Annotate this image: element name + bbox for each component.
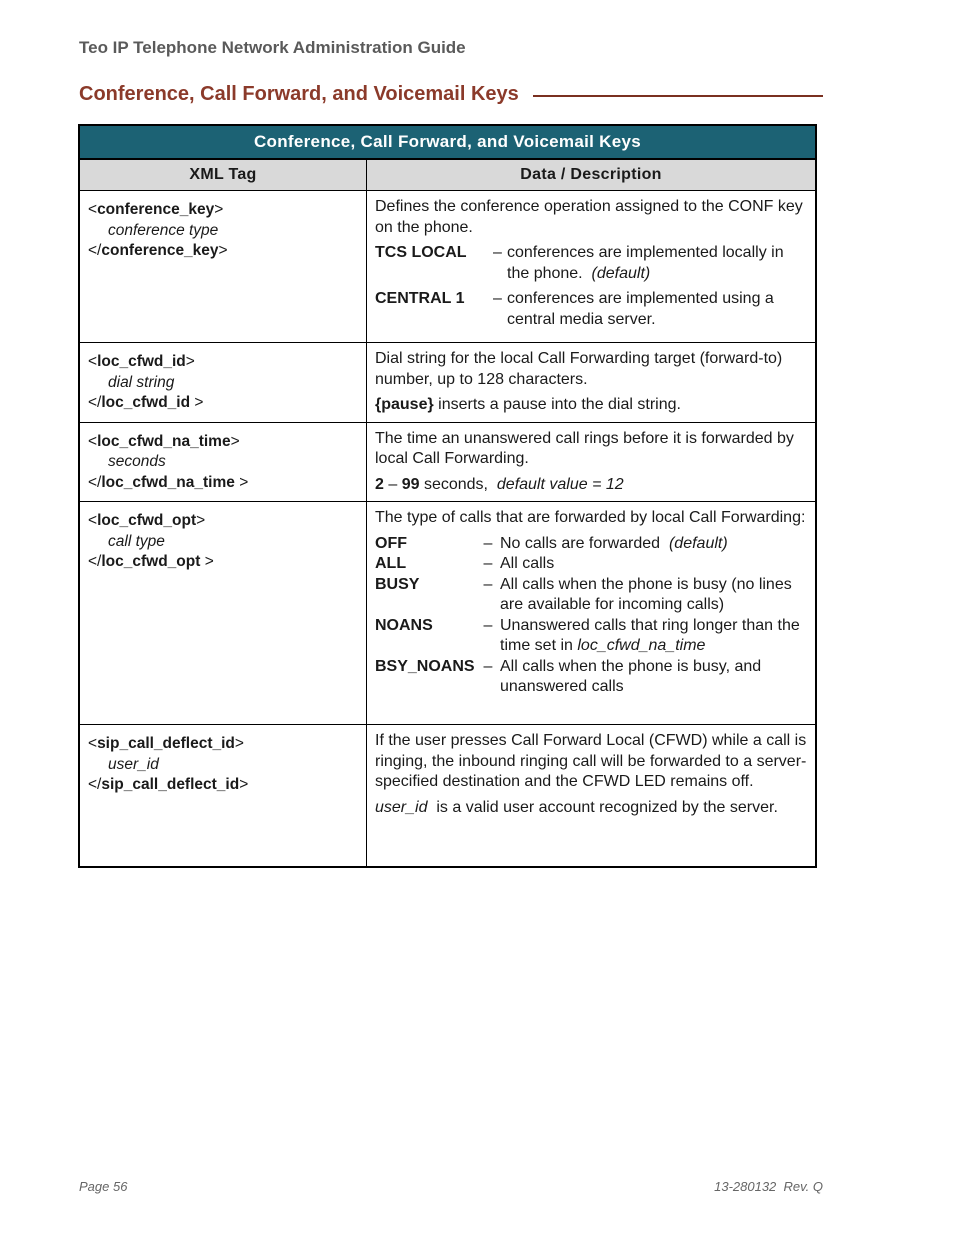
option-note: (default) (591, 264, 651, 282)
description-text: The time an unanswered call rings before it is forwarded by local Call Forwarding. (375, 429, 794, 467)
option-desc: All calls when the phone is busy (no lines are available for incoming calls) (500, 575, 792, 613)
range-max: 99 (401, 475, 420, 493)
option-desc: All calls when the phone is busy, and unanswered calls (500, 657, 762, 695)
description-cell (367, 502, 817, 725)
pause-token: {pause} (375, 396, 434, 413)
description-text: If the user presses Call Forward Local (CFWD) while a call is ringing, the inbound ringing call will be forwarded to a server-specified destination and the CFWD LED remains off. (375, 732, 807, 790)
tag-bracket: > (234, 473, 249, 491)
tag-value: seconds (108, 453, 166, 470)
tag-close (88, 393, 358, 414)
tag-bracket: > (214, 201, 224, 218)
tag-bracket: > (190, 394, 204, 411)
option-dash: – (483, 555, 493, 572)
option-row (375, 575, 807, 616)
option-key: NOANS (375, 616, 433, 634)
tag-value: conference type (108, 221, 219, 239)
option-key: CENTRAL 1 (375, 290, 465, 307)
description-text: The type of calls that are forwarded by local Call Forwarding: (375, 509, 806, 526)
description-cell (367, 422, 817, 502)
tag-open (88, 511, 358, 532)
option-ref: loc_cfwd_na_time (577, 637, 706, 654)
xml-tag-cell (79, 343, 367, 423)
table-row (79, 502, 816, 725)
tag-name: conference_key (97, 201, 215, 218)
option-dash: – (483, 616, 493, 634)
keys-table (78, 124, 817, 868)
option-dash: – (493, 290, 502, 307)
option-key: ALL (375, 555, 407, 572)
option-key: BSY_NOANS (375, 657, 475, 675)
tag-value: dial string (108, 373, 175, 391)
option-desc: conferences are implemented using a central media server. (507, 290, 774, 328)
tag-bracket: </ (88, 394, 102, 411)
xml-tag-cell (79, 422, 367, 502)
range-line (375, 475, 807, 496)
tag-bracket: > (196, 512, 206, 529)
range-sep: – (383, 475, 402, 493)
tag-bracket: < (88, 353, 98, 370)
col-header-description: Data / Description (367, 159, 817, 191)
range-min: 2 (375, 475, 384, 493)
option-desc: conferences are implemented locally in the phone. (507, 244, 784, 282)
tag-bracket: > (218, 242, 228, 259)
description-cell (367, 191, 817, 343)
user-id-desc: is a valid user account recognized by the server. (427, 798, 778, 816)
tag-name: sip_call_deflect_id (97, 735, 235, 752)
tag-bracket: > (200, 553, 214, 570)
table-caption-row (79, 125, 816, 159)
tag-close (88, 473, 358, 494)
section-heading (79, 80, 823, 108)
tag-name: loc_cfwd_opt (97, 512, 197, 529)
option-note: (default) (668, 534, 728, 552)
table-caption: Conference, Call Forward, and Voicemail Keys (79, 125, 816, 159)
option-row (375, 554, 807, 575)
tag-name: loc_cfwd_opt (101, 553, 201, 570)
tag-bracket: </ (88, 776, 102, 793)
description-cell (367, 725, 817, 867)
option-row (375, 616, 807, 657)
page-number: Page 56 (79, 1179, 128, 1194)
tag-name: loc_cfwd_id (101, 394, 191, 411)
tag-bracket: > (239, 776, 249, 793)
section-heading-text: Conference, Call Forward, and Voicemail Keys (79, 82, 519, 105)
tag-name: sip_call_deflect_id (101, 776, 240, 793)
tag-open (88, 200, 358, 221)
description-cell (367, 343, 817, 423)
description-text: Dial string for the local Call Forwarding target (forward-to) number, up to 128 characters. (375, 350, 783, 388)
option-text (500, 534, 807, 555)
option-dash: – (483, 575, 493, 593)
option-desc: No calls are forwarded (500, 534, 665, 552)
option-row (375, 243, 807, 284)
tag-close (88, 552, 358, 573)
tag-bracket: </ (88, 553, 102, 570)
option-key: OFF (375, 534, 407, 552)
tag-bracket: </ (88, 242, 102, 259)
option-desc: All calls (500, 555, 555, 572)
option-dash: – (493, 244, 502, 261)
pause-desc: inserts a pause into the dial string. (433, 396, 681, 413)
xml-tag-cell (79, 725, 367, 867)
description-extra (375, 798, 807, 819)
tag-bracket: > (185, 353, 195, 370)
tag-bracket: > (234, 735, 244, 752)
tag-bracket: < (88, 512, 98, 529)
table-header-row (79, 159, 816, 191)
option-key: TCS LOCAL (375, 244, 467, 261)
tag-bracket: < (88, 432, 98, 450)
option-row (375, 534, 807, 555)
guide-title: Teo IP Telephone Network Administration Guide (79, 38, 466, 57)
range-unit: seconds, (419, 475, 493, 493)
heading-rule (533, 95, 823, 97)
description-extra (375, 395, 807, 416)
tag-open (88, 734, 358, 755)
table-row (79, 422, 816, 502)
description-text: Defines the conference operation assigned to the CONF key on the phone. (375, 198, 803, 236)
table-row (79, 191, 816, 343)
doc-number: 13-280132 Rev. Q (714, 1179, 823, 1194)
option-row (375, 289, 807, 330)
option-text (507, 243, 807, 284)
tag-name: conference_key (101, 242, 219, 259)
user-id-term: user_id (375, 798, 428, 816)
option-desc: Unanswered calls that ring longer than the time set in (500, 616, 800, 654)
tag-name: loc_cfwd_id (97, 353, 186, 370)
option-dash: – (483, 657, 493, 675)
tag-bracket: < (88, 735, 98, 752)
tag-bracket: < (88, 201, 98, 218)
tag-close (88, 775, 358, 796)
tag-close (88, 241, 358, 262)
tag-bracket: > (230, 432, 240, 450)
tag-bracket: </ (88, 473, 102, 491)
table-row (79, 725, 816, 867)
tag-open (88, 352, 358, 373)
xml-tag-cell (79, 502, 367, 725)
tag-name: loc_cfwd_na_time (97, 432, 231, 450)
option-key: BUSY (375, 575, 420, 593)
tag-value: call type (108, 532, 165, 550)
option-text (500, 616, 807, 657)
tag-value: user_id (108, 755, 159, 773)
range-default: default value = 12 (496, 475, 624, 493)
tag-open (88, 432, 358, 453)
xml-tag-cell (79, 191, 367, 343)
table-row (79, 343, 816, 423)
col-header-xml-tag: XML Tag (79, 159, 367, 191)
option-dash: – (483, 534, 493, 552)
tag-name: loc_cfwd_na_time (101, 473, 235, 491)
option-row (375, 657, 807, 698)
